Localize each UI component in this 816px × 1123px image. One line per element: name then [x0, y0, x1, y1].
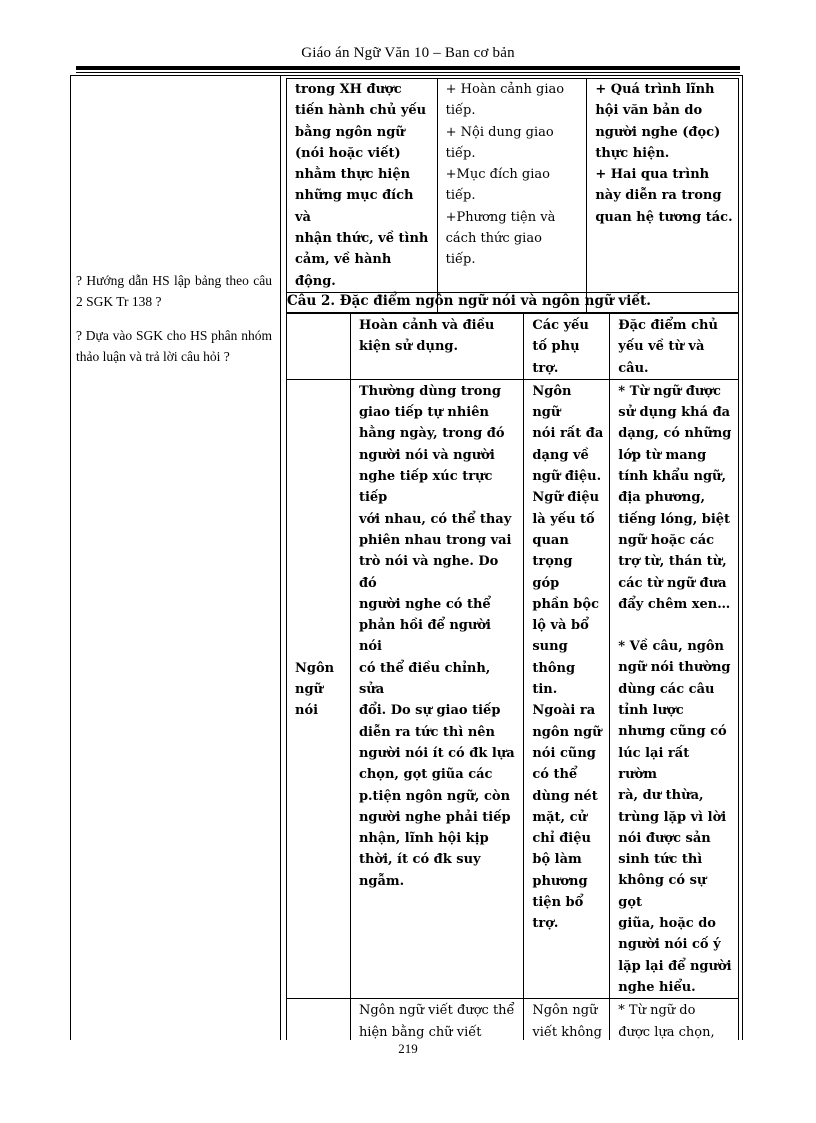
- instruction-question-2: ? Dựa vào SGK cho HS phân nhóm thảo luận và trả lời câu hỏi ?: [76, 328, 272, 364]
- spoken-aux-cell: Ngôn ngữ nói rất đa dạng về ngữ điệu. Ngữ điệu là yếu tố quan trọng góp phần bộc lộ và bổ sung thông tin. Ngoài ra ngôn ngữ nói cũng có thể dùng nét mặt, cử chỉ điệu bộ làm phương tiện bổ trợ.: [524, 379, 610, 998]
- teacher-activities-column: [76, 270, 272, 380]
- spoken-features-cell: * Từ ngữ được sử dụng khá đa dạng, có những lớp từ mang tính khẩu ngữ, địa phương, tiếng lóng, biệt ngữ hoặc các trợ từ, thán từ, các từ ngữ đưa đẩy chêm xen… * Về câu, ngôn ngữ nói thường dùng các câu tỉnh lược nhưng cũng có lúc lại rất rườm rà, dư thừa, trùng lặp vì lời nói được sản sinh tức thì không có sự gọt giũa, hoặc do người nói cố ý lặp lại để người nghe hiểu.: [610, 379, 739, 998]
- header-features: Đặc điểm chủ yếu về từ và câu.: [610, 314, 739, 380]
- definition-cell: trong XH được tiến hành chủ yếu bằng ngôn ngữ (nói hoặc viết) nhằm thực hiện những mục đích và nhận thức, về tình cảm, về hành động.: [287, 79, 438, 293]
- written-language-row: [287, 999, 739, 1040]
- instruction-question-1: ? Hướng dẫn HS lập bảng theo câu 2 SGK Tr 138 ?: [76, 273, 272, 309]
- empty-header-cell: [287, 314, 351, 380]
- spoken-language-row: [287, 379, 739, 998]
- communication-table: [286, 78, 739, 313]
- written-context-cell: Ngôn ngữ viết được thể hiện bằng chữ viết: [350, 999, 523, 1040]
- column-divider: [280, 75, 281, 1040]
- spoken-written-table: [286, 313, 739, 1040]
- header-context: Hoàn cảnh và điều kiện sử dụng.: [350, 314, 523, 380]
- section-heading: Câu 2. Đặc điểm ngôn ngữ nói và ngôn ngữ viết.: [287, 293, 651, 309]
- factors-cell: + Hoàn cảnh giao tiếp. + Nội dung giao tiếp. +Mục đích giao tiếp. +Phương tiện và cách thức giao tiếp.: [437, 79, 587, 293]
- written-aux-cell: Ngôn ngữ viết không: [524, 999, 610, 1040]
- row-label-written: [287, 999, 351, 1040]
- page-header: Giáo án Ngữ Văn 10 – Ban cơ bản: [301, 45, 515, 61]
- spoken-context-cell: Thường dùng trong giao tiếp tự nhiên hằng ngày, trong đó người nói và người nghe tiếp xúc trực tiếp với nhau, có thể thay phiên nhau trong vai trò nói và nghe. Do đó người nghe có thể phản hồi để người nói có thể điều chỉnh, sửa đổi. Do sự giao tiếp diễn ra tức thì nên người nói ít có đk lựa chọn, gọt giũa các p.tiện ngôn ngữ, còn người nghe phải tiếp nhận, lĩnh hội kịp thời, ít có đk suy ngẫm.: [350, 379, 523, 998]
- header-aux: Các yếu tố phụ trợ.: [524, 314, 610, 380]
- written-features-cell: * Từ ngữ do được lựa chọn,: [610, 999, 739, 1040]
- row-label-spoken: Ngôn ngữ nói: [287, 379, 351, 998]
- table-header-row: [287, 314, 739, 380]
- page-number: 219: [398, 1041, 418, 1056]
- process-cell: + Quá trình lĩnh hội văn bản do người nghe (đọc) thực hiện. + Hai qua trình này diễn ra trong quan hệ tương tác.: [587, 79, 739, 293]
